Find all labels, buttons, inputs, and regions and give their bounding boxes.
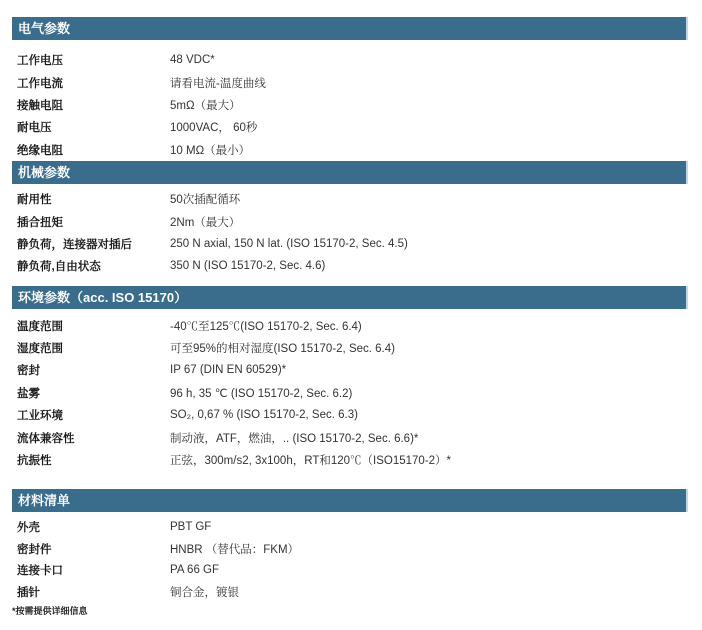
table-row — [12, 559, 688, 581]
param-value: 5mΩ（最大） — [170, 99, 241, 112]
param-label: 插针 — [17, 586, 40, 599]
param-label: 盐雾 — [17, 387, 40, 400]
section-electrical-rows — [12, 40, 688, 161]
section-header-electrical: 电气参数 — [12, 17, 688, 40]
param-label: 耐用性 — [17, 194, 52, 207]
param-label: 接触电阻 — [17, 99, 63, 112]
param-value: 1000VAC， 60秒 — [170, 122, 258, 135]
param-value: 2Nm（最大） — [170, 216, 241, 229]
table-row — [12, 538, 688, 560]
table-row — [12, 516, 688, 538]
param-value: 96 h, 35 ℃ (ISO 15170-2, Sec. 6.2) — [170, 387, 353, 400]
section-header-mechanical: 机械参数 — [12, 161, 688, 184]
table-row — [12, 337, 688, 359]
footnote: *按需提供详细信息 — [12, 606, 88, 617]
param-label: 工业环境 — [17, 410, 63, 423]
param-label: 耐电压 — [17, 122, 52, 135]
param-label: 湿度范围 — [17, 343, 63, 356]
table-row — [12, 404, 688, 426]
param-label: 工作电压 — [17, 55, 63, 68]
table-row — [12, 255, 688, 277]
param-value: 请看电流-温度曲线 — [170, 77, 266, 90]
param-label: 流体兼容性 — [17, 432, 75, 445]
param-value: 正弦，300m/s2, 3x100h，RT和120℃（ISO15170-2）* — [170, 455, 452, 468]
param-value: 50次插配循环 — [170, 194, 241, 207]
param-label: 静负荷,自由状态 — [17, 261, 101, 274]
param-label: 工作电流 — [17, 77, 63, 90]
section-mechanical-rows — [12, 184, 688, 278]
param-label: 密封 — [17, 365, 40, 378]
section-header-environmental: 环境参数（acc. ISO 15170） — [12, 286, 688, 309]
param-value: IP 67 (DIN EN 60529)* — [170, 364, 287, 377]
table-row — [12, 116, 688, 138]
param-label: 抗振性 — [17, 455, 52, 468]
param-value: 铜合金，镀银 — [170, 586, 239, 599]
table-row — [12, 71, 688, 93]
param-value: HNBR （替代品：FKM） — [170, 543, 300, 556]
param-label: 静负荷，连接器对插后 — [17, 238, 132, 251]
param-value: 48 VDC* — [170, 54, 215, 67]
param-value: 250 N axial, 150 N lat. (ISO 15170-2, Sec. 4.5) — [170, 237, 408, 250]
table-row — [12, 188, 688, 210]
section-environmental-rows — [12, 309, 688, 472]
table-row — [12, 233, 688, 255]
param-label: 绝缘电阻 — [17, 144, 63, 157]
table-row — [12, 581, 688, 603]
table-row — [12, 315, 688, 337]
param-label: 插合扭矩 — [17, 216, 63, 229]
param-label: 温度范围 — [17, 320, 63, 333]
table-row — [12, 449, 688, 471]
table-row — [12, 49, 688, 71]
section-header-materials: 材料清单 — [12, 489, 688, 512]
table-row — [12, 382, 688, 404]
table-row — [12, 210, 688, 232]
param-label: 外壳 — [17, 522, 40, 534]
param-value: 10 MΩ（最小） — [170, 144, 251, 157]
param-value: -40℃至125℃(ISO 15170-2, Sec. 6.4) — [170, 320, 362, 333]
param-label: 密封件 — [17, 543, 52, 556]
table-row — [12, 139, 688, 161]
param-label: 连接卡口 — [17, 565, 63, 577]
param-value: 350 N (ISO 15170-2, Sec. 4.6) — [170, 260, 326, 273]
param-value: 可至95%的相对湿度(ISO 15170-2, Sec. 6.4) — [170, 343, 395, 356]
param-value: PBT GF — [170, 521, 212, 533]
table-row — [12, 94, 688, 116]
param-value: SO₂, 0,67 % (ISO 15170-2, Sec. 6.3) — [170, 409, 358, 422]
table-row — [12, 359, 688, 381]
table-row — [12, 426, 688, 448]
param-value: PA 66 GF — [170, 564, 220, 576]
section-materials-rows — [12, 512, 688, 602]
spec-table — [12, 0, 688, 617]
param-value: 制动液，ATF，燃油，.. (ISO 15170-2, Sec. 6.6)* — [170, 432, 419, 445]
